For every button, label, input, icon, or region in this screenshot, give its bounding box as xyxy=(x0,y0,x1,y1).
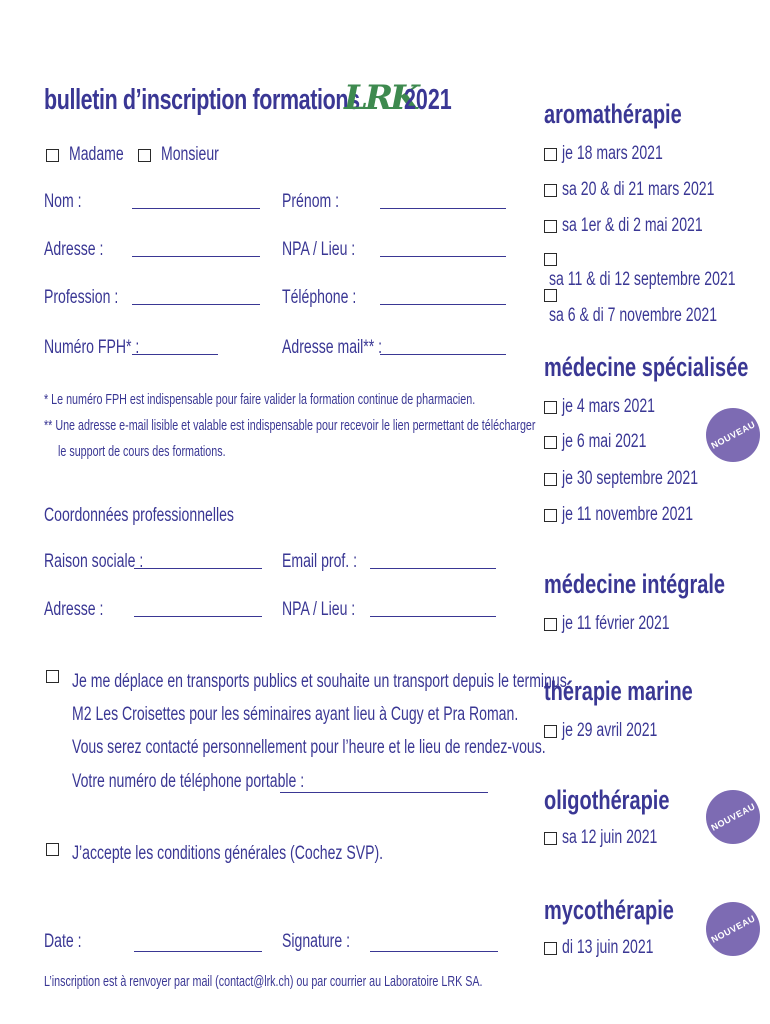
nouveau-badge: NOUVEAU xyxy=(706,902,760,956)
form-title: bulletin d’inscription formations xyxy=(44,84,360,116)
session-checkbox[interactable] xyxy=(544,473,557,486)
nouveau-badge: NOUVEAU xyxy=(706,408,760,462)
session-aroma-1[interactable]: je 18 mars 2021 xyxy=(544,143,698,165)
signature-label: Signature : xyxy=(282,931,351,952)
pro-adresse-label: Adresse : xyxy=(44,599,104,620)
session-aroma-2[interactable]: sa 20 & di 21 mars 2021 xyxy=(544,179,768,201)
date-field[interactable] xyxy=(134,951,262,952)
madame-option[interactable]: Madame xyxy=(46,144,143,166)
fph-field[interactable] xyxy=(132,354,218,355)
conditions-checkbox[interactable] xyxy=(46,843,59,856)
section-mycotherapie-title: mycothérapie xyxy=(544,895,674,925)
form-year: 2021 xyxy=(404,84,452,116)
raison-label: Raison sociale : xyxy=(44,551,144,572)
session-checkbox[interactable] xyxy=(544,942,557,955)
email-pro-label: Email prof. : xyxy=(282,551,358,572)
transport-line-2: M2 Les Croisettes pour les séminaires ayant lieu à Cugy et Pra Roman. xyxy=(72,704,519,725)
nom-field[interactable] xyxy=(132,208,260,209)
mobile-phone-field[interactable] xyxy=(280,792,488,793)
session-medspec-1[interactable]: je 4 mars 2021 xyxy=(544,396,688,418)
prenom-label: Prénom : xyxy=(282,191,340,212)
session-oligo-1[interactable]: sa 12 juin 2021 xyxy=(544,827,691,849)
monsieur-option[interactable]: Monsieur xyxy=(138,144,240,166)
raison-field[interactable] xyxy=(134,568,262,569)
telephone-label: Téléphone : xyxy=(282,287,357,308)
pro-adresse-field[interactable] xyxy=(134,616,262,617)
section-oligotherapie-title: oligothérapie xyxy=(544,785,670,815)
email-pro-field[interactable] xyxy=(370,568,496,569)
session-checkbox[interactable] xyxy=(544,618,557,631)
session-aroma-4[interactable]: sa 11 & di 12 septembre 2021 xyxy=(544,251,770,291)
session-marine-1[interactable]: je 29 avril 2021 xyxy=(544,720,691,742)
session-medint-1[interactable]: je 11 février 2021 xyxy=(544,613,707,635)
session-checkbox[interactable] xyxy=(544,148,557,161)
session-myco-1[interactable]: di 13 juin 2021 xyxy=(544,937,686,959)
session-checkbox[interactable] xyxy=(544,509,557,522)
note-mail-cont: le support de cours des formations. xyxy=(58,444,226,460)
session-aroma-3[interactable]: sa 1er & di 2 mai 2021 xyxy=(544,215,752,237)
profession-label: Profession : xyxy=(44,287,119,308)
transport-line-1: Je me déplace en transports publics et souhaite un transport depuis le terminus xyxy=(72,671,567,692)
transport-line-3: Vous serez contacté personnellement pour l’heure et le lieu de rendez-vous. xyxy=(72,737,546,758)
fph-label: Numéro FPH* : xyxy=(44,337,140,358)
session-checkbox[interactable] xyxy=(544,832,557,845)
nom-label: Nom : xyxy=(44,191,82,212)
transport-line-4: Votre numéro de téléphone portable : xyxy=(72,771,305,792)
session-checkbox[interactable] xyxy=(544,220,557,233)
conditions-label: J’accepte les conditions générales (Cochez SVP). xyxy=(72,843,384,864)
pro-npa-field[interactable] xyxy=(370,616,496,617)
section-aromatherapie-title: aromathérapie xyxy=(544,99,682,129)
lrk-logo: LRK xyxy=(344,78,417,118)
nouveau-badge: NOUVEAU xyxy=(706,790,760,844)
madame-checkbox[interactable] xyxy=(46,149,59,162)
mail-field[interactable] xyxy=(380,354,506,355)
session-aroma-5[interactable]: sa 6 & di 7 novembre 2021 xyxy=(544,287,770,327)
session-medspec-4[interactable]: je 11 novembre 2021 xyxy=(544,504,739,526)
pro-npa-label: NPA / Lieu : xyxy=(282,599,356,620)
adresse-field[interactable] xyxy=(132,256,260,257)
session-checkbox[interactable] xyxy=(544,253,557,266)
npa-field[interactable] xyxy=(380,256,506,257)
transport-checkbox[interactable] xyxy=(46,670,59,683)
session-medspec-3[interactable]: je 30 septembre 2021 xyxy=(544,468,746,490)
section-therapie-marine-title: thérapie marine xyxy=(544,676,693,706)
session-checkbox[interactable] xyxy=(544,725,557,738)
note-mail: ** Une adresse e-mail lisible et valable est indispensable pour recevoir le lien permettant de télécharger xyxy=(44,418,536,434)
session-checkbox[interactable] xyxy=(544,184,557,197)
mail-label: Adresse mail** : xyxy=(282,337,383,358)
pro-heading: Coordonnées professionnelles xyxy=(44,505,234,526)
section-medecine-integrale-title: médecine intégrale xyxy=(544,569,726,599)
session-checkbox[interactable] xyxy=(544,436,557,449)
npa-label: NPA / Lieu : xyxy=(282,239,356,260)
adresse-label: Adresse : xyxy=(44,239,104,260)
monsieur-checkbox[interactable] xyxy=(138,149,151,162)
note-fph: * Le numéro FPH est indispensable pour faire valider la formation continue de pharmacien. xyxy=(44,392,476,408)
session-checkbox[interactable] xyxy=(544,401,557,414)
session-medspec-2[interactable]: je 6 mai 2021 xyxy=(544,431,676,453)
session-checkbox[interactable] xyxy=(544,289,557,302)
footer-note: L’inscription est à renvoyer par mail (contact@lrk.ch) ou par courrier au Laboratoire LRK SA. xyxy=(44,974,483,990)
section-medecine-specialisee-title: médecine spécialisée xyxy=(544,352,749,382)
prenom-field[interactable] xyxy=(380,208,506,209)
signature-field[interactable] xyxy=(370,951,498,952)
profession-field[interactable] xyxy=(132,304,260,305)
telephone-field[interactable] xyxy=(380,304,506,305)
date-label: Date : xyxy=(44,931,82,952)
